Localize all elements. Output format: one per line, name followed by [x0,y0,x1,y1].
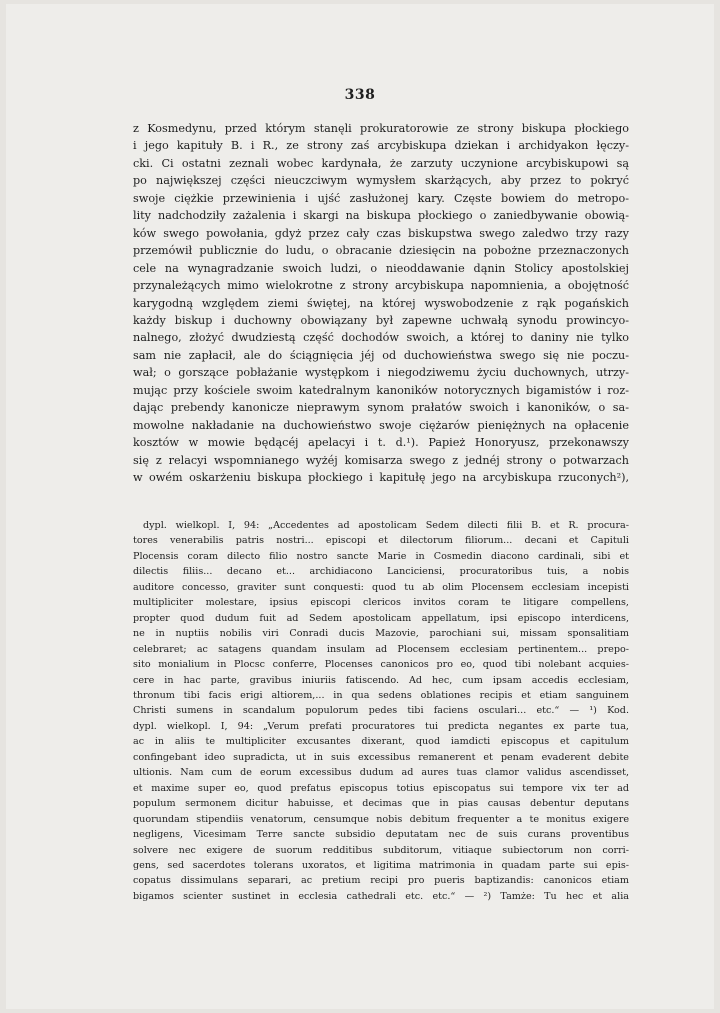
footnote-line: Christi sumens in scandalum populorum pedes tibi faciens osculari... etc.“ — ¹) Kod. [133,705,629,717]
body-line: przynależących mimo wielokrotne z strony arcybiskupa napomnienia, a obojętność [133,279,629,293]
footnote-line: ne in nuptiis nobilis viri Conradi ducis Mazovie, parochiani sui, missam sponsalitiam [133,628,629,640]
body-text [133,120,629,487]
body-line: przemówił publicznie do ludu, o obracanie dziesięcin na pobożne przeznaczonych [133,244,629,258]
body-line: lity nadchodziły zażalenia i skargi na biskupa płockiego o zaniedbywanie obowią- [133,209,629,223]
body-line: cele na wynagradzanie swoich ludzi, o nieoddawanie dąnin Stolicy apostolskiej [133,261,629,275]
footnote-line: ac in aliis te multipliciter excusantes dixerant, quod iamdicti episcopus et capitulum [133,736,629,748]
body-line: nalnego, złożyć dwudziestą część dochodów swoich, a której to daniny nie tylko [133,331,629,345]
footnote-line: gens, sed sacerdotes tolerans uxoratos, et ligitima matrimonia in quadam parte sui epis- [133,859,629,871]
footnote-line: copatus dissimulans separari, ac pretium recipi pro pueris baptizandis: canonicos etiam [133,875,629,887]
body-line: swoje ciężkie przewinienia i ujść zasłużonej kary. Częste bowiem do metropo- [133,191,629,205]
body-line: w owém oskarżeniu biskupa płockiego i kapitułę jego na arcybiskupa rzuconych²), [133,471,629,485]
body-line: kosztów w mowie będącéj apelacyi i t. d.¹). Papież Honoryusz, przekonawszy [133,436,629,450]
footnote-line: negligens, Vicesimam Terre sancte subsidio deputatam nec de suis curans proventibus [133,829,629,841]
body-line: po największej części nieuczciwym wymysłem skarżących, aby przez to pokryć [133,174,629,188]
footnote-line: solvere nec exigere de suorum redditibus subditorum, vitiaque subiectorum non corri- [133,844,629,856]
footnote-line: dypl. wielkopl. I, 94: „Verum prefati procuratores tui predicta negantes ex parte tua, [133,720,629,732]
body-line: dając prebendy kanonicze nieprawym synom prałatów swoich i kanoników, o sa- [133,401,629,415]
footnote-line: quorundam stipendiis venatorum, censumque nobis debitum frequenter a te monitus exigere [133,813,629,825]
body-line: mując przy kościele swoim katedralnym kanoników notorycznych bigamistów i roz- [133,383,629,397]
footnote-line: sito monialium in Plocsc conferre, Plocenses canonicos pro eo, quod tibi nolebant acquies- [133,659,629,671]
footnote-line: dilectis filiis... decano et... archidiacono Lanciciensi, procuratoribus tuis, a nobis [133,566,629,578]
footnote-line: thronum tibi facis erigi altiorem,... in qua sedens oblationes recipis et etiam sanguinem [133,689,629,701]
body-line: z Kosmedynu, przed którym stanęli prokuratorowie ze strony biskupa płockiego [133,122,629,135]
footnote-line: cere in hac parte, gravibus iniuriis fatiscendo. Ad hec, cum ipsam accedis ecclesiam, [133,674,629,686]
footnote-line: propter quod dudum fuit ad Sedem apostolicam appellatum, ipsi episcopo interdicens, [133,612,629,624]
footnote-line: dypl. wielkopl. I, 94: „Accedentes ad apostolicam Sedem dilecti filii B. et R. procura- [143,520,629,531]
footnote-line: tores venerabilis patris nostri... episcopi et dilectorum filiorum... decani et Capituli [133,535,629,547]
footnotes [133,518,629,904]
page-number: 338 [344,87,376,103]
footnote-line: multipliciter molestare, ipsius episcopi clericos invitos coram te litigare compellens, [133,597,629,609]
footnote-line: bigamos scienter sustinet in ecclesia cathedrali etc. etc.“ — ²) Tamże: Tu hec et alia [133,890,629,902]
footnote-line: populum sermonem dicitur habuisse, et decimas que in pias causas debentur deputans [133,798,629,810]
body-line: i jego kapituły B. i R., ze strony zaś arcybiskupa dziekan i archidyakon łęczy- [133,139,629,153]
footnote-line: ultionis. Nam cum de eorum excessibus dudum ad aures tuas clamor validus ascendisset, [133,767,629,779]
body-line: ków swego powołania, gdyż przez cały czas biskupstwa swego zaledwo trzy razy [133,226,629,240]
body-line: sam nie zapłacił, ale do ściągnięcia jéj od duchowieństwa swego się nie poczu- [133,348,629,362]
footnote-line: Plocensis coram dilecto filio nostro sancte Marie in Cosmedin diacono cardinali, sibi et [133,550,629,562]
body-line: każdy biskup i duchowny obowiązany był zapewne uchwałą synodu prowincyo- [133,313,629,327]
footnote-line: et maxime super eo, quod prefatus episcopus totius episcopatus sui tempore vix ter ad [133,782,629,794]
footnote-line: celebraret; ac satagens quandam insulam ad Plocensem ecclesiam pertinentem... prepo- [133,643,629,655]
body-line: cki. Ci ostatni zeznali wobec kardynała, że zarzuty uczynione arcybiskupowi są [133,156,629,170]
body-line: się z relacyi wspomnianego wyżéj komisarza swego z jednéj strony o potwarzach [133,453,629,467]
footnote-line: auditore concesso, graviter sunt conquesti: quod tu ab olim Plocensem ecclesiam incepisti [133,581,629,593]
body-line: karygodną względem ziemi świętej, na której wyswobodzenie z rąk pogańskich [133,296,629,310]
body-line: mowolne nakładanie na duchowieństwo swoje ciężarów pieniężnych na opłacenie [133,418,629,432]
body-line: wał; o gorszące pobłażanie występkom i niegodziwemu życiu duchownych, utrzy- [133,366,629,380]
footnote-line: confingebant ideo supradicta, ut in suis excessibus remanerent et penam evaderent debite [133,751,629,763]
